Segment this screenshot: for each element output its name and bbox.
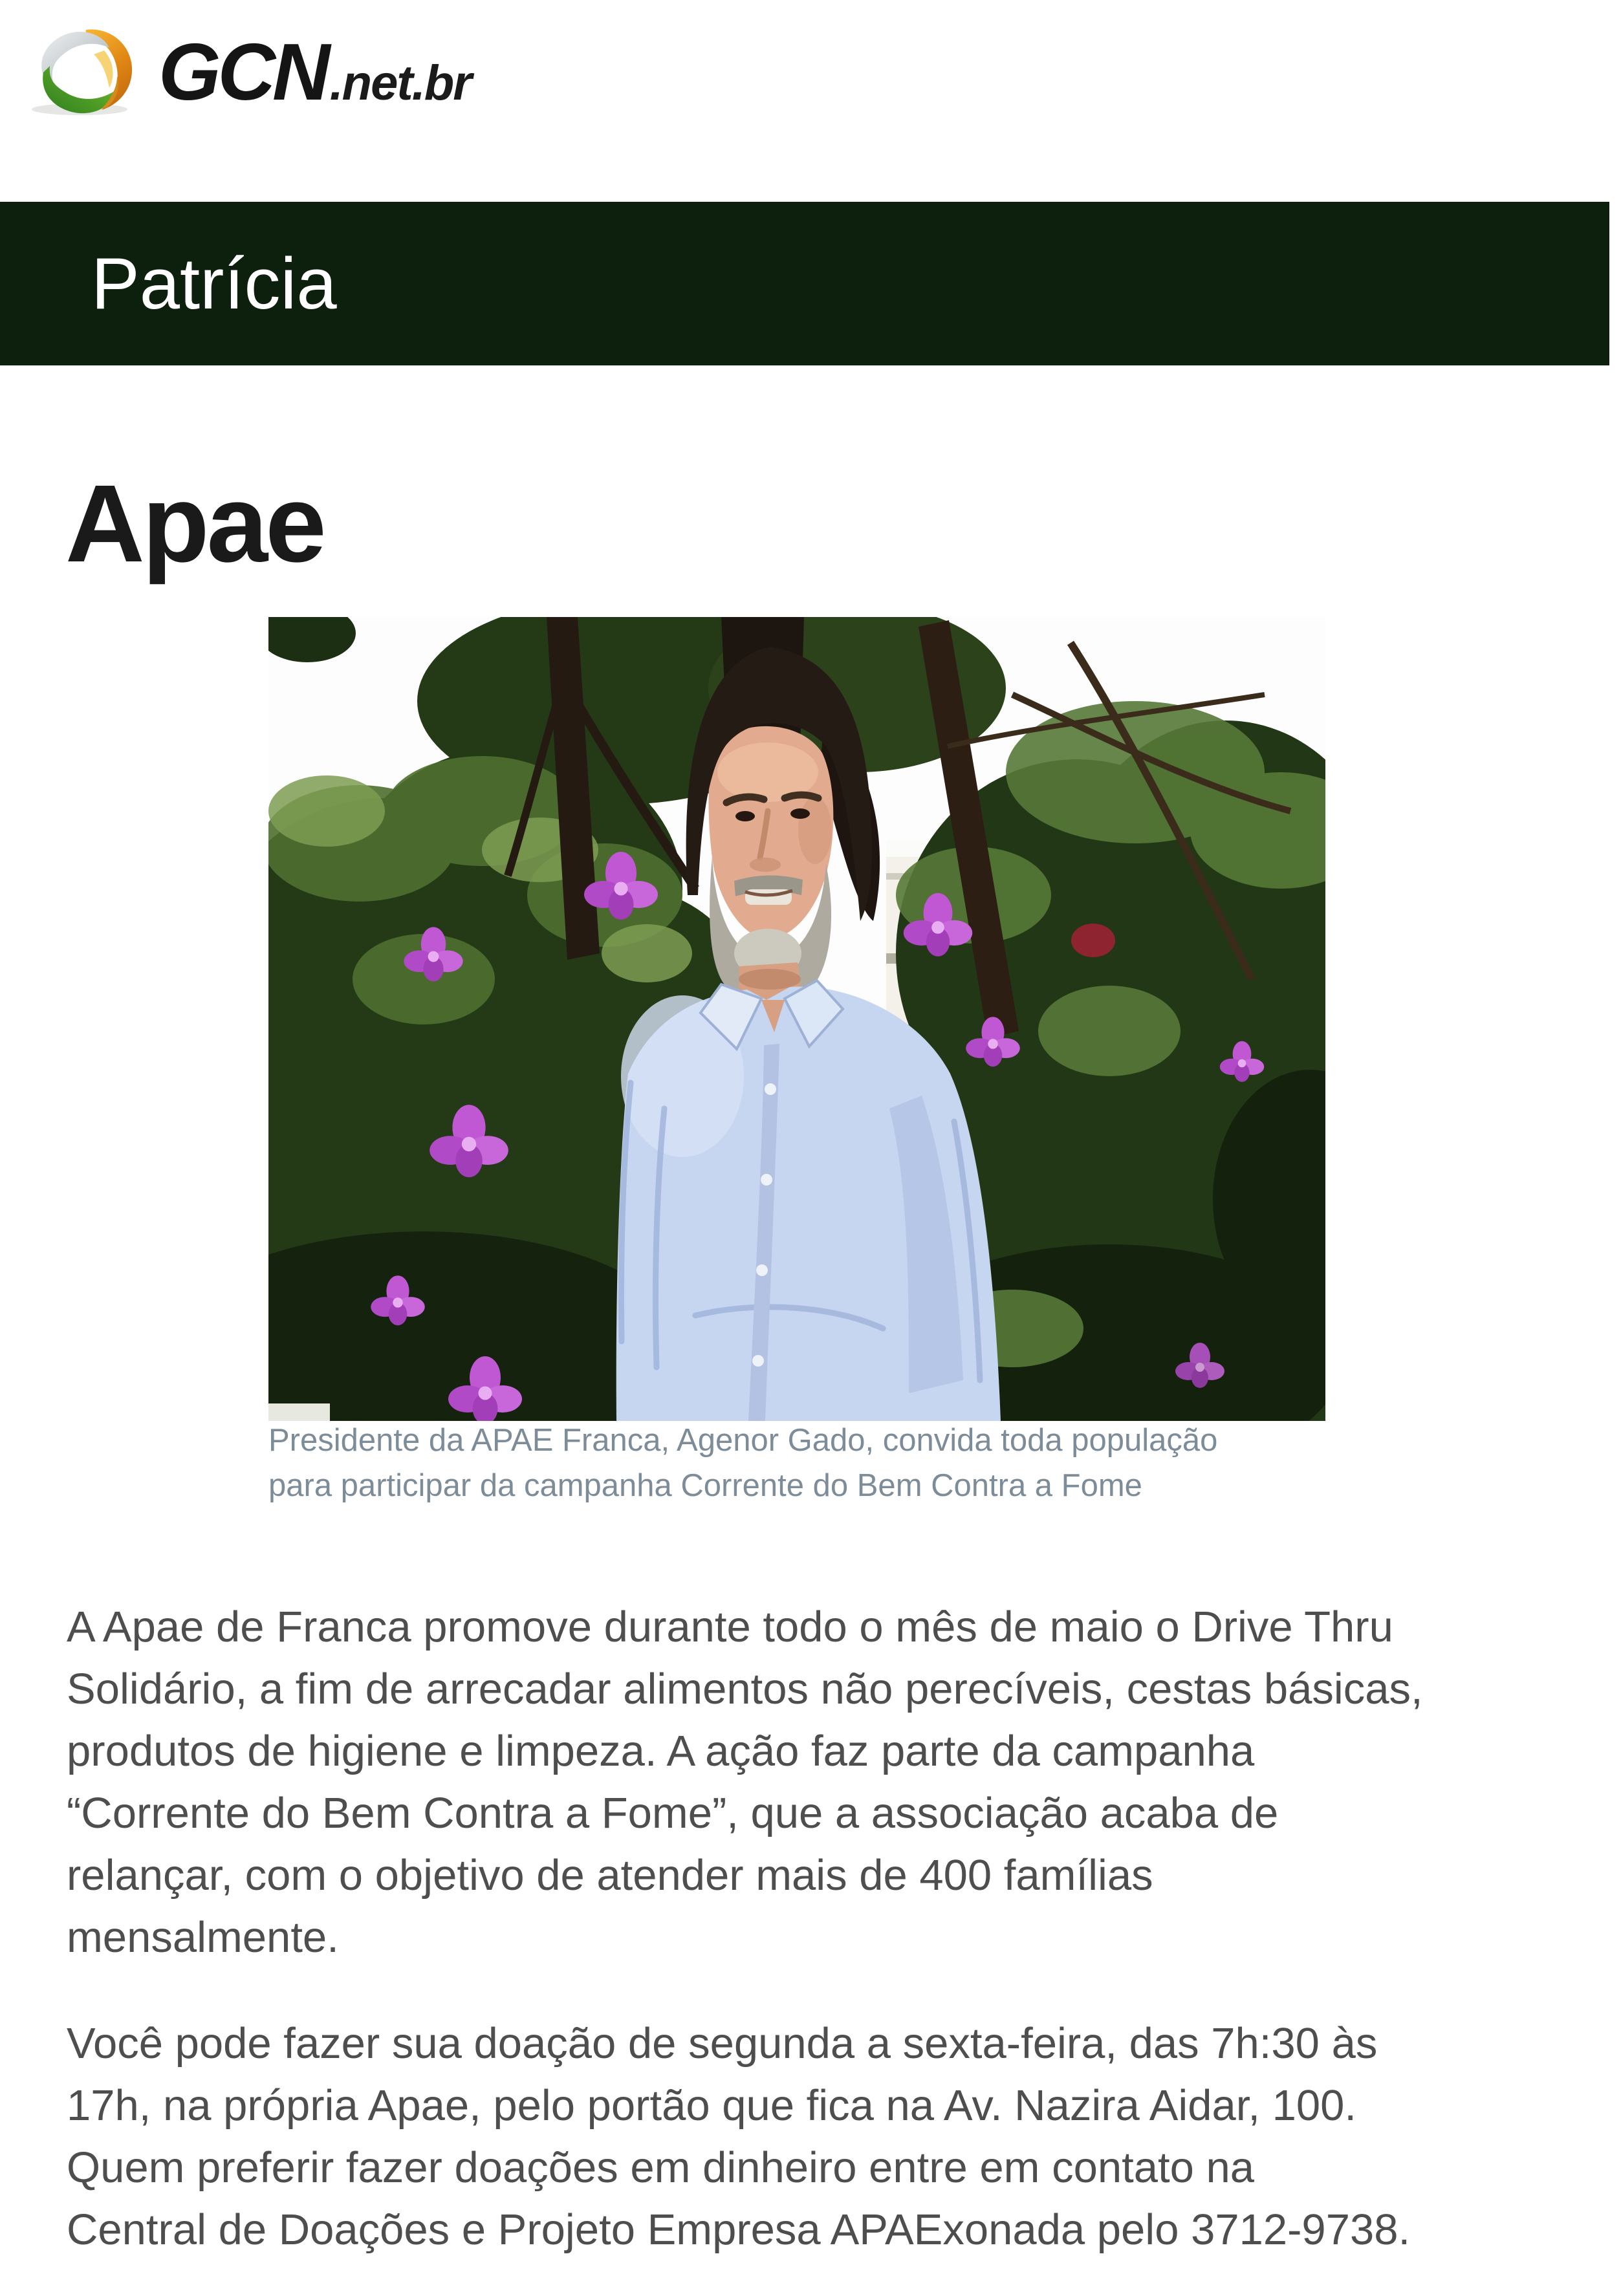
article-paragraph-2 [67,2013,1593,2261]
article-photo [268,617,1325,1421]
gcn-swirl-icon [24,26,138,116]
category-bar [0,202,1609,365]
body-line: Você pode fazer sua doação de segunda a sexta-feira, das 7h:30 às [67,2019,1378,2068]
caption-line: para participar da campanha Corrente do Bem Contra a Fome [268,1468,1142,1503]
article-paragraph-1 [67,1596,1593,1969]
site-header [0,0,1621,202]
caption-line: Presidente da APAE Franca, Agenor Gado, convida toda população [268,1423,1218,1458]
body-line: Solidário, a fim de arrecadar alimentos não perecíveis, cestas básicas, [67,1665,1423,1713]
body-line: Central de Doações e Projeto Empresa APAExonada pelo 3712-9738. [67,2205,1411,2254]
brand-domain-suffix: .net.br [329,56,471,111]
brand-name: GCN [158,28,327,117]
gcn-wordmark [158,27,471,118]
gcn-logo-link[interactable] [24,26,471,118]
category-label: Patrícia [91,243,337,324]
body-line: Quem preferir fazer doações em dinheiro entre em contato na [67,2143,1255,2192]
article-title: Apae [65,462,324,585]
body-line: mensalmente. [67,1913,339,1962]
body-line: A Apae de Franca promove durante todo o mês de maio o Drive Thru [67,1603,1393,1651]
photo-caption [268,1418,1329,1508]
article-photo-illustration [268,617,1325,1421]
body-line: relançar, com o objetivo de atender mais de 400 famílias [67,1851,1153,1900]
body-line: produtos de higiene e limpeza. A ação faz parte da campanha [67,1727,1255,1775]
body-line: “Corrente do Bem Contra a Fome”, que a associação acaba de [67,1789,1279,1837]
body-line: 17h, na própria Apae, pelo portão que fica na Av. Nazira Aidar, 100. [67,2081,1357,2130]
